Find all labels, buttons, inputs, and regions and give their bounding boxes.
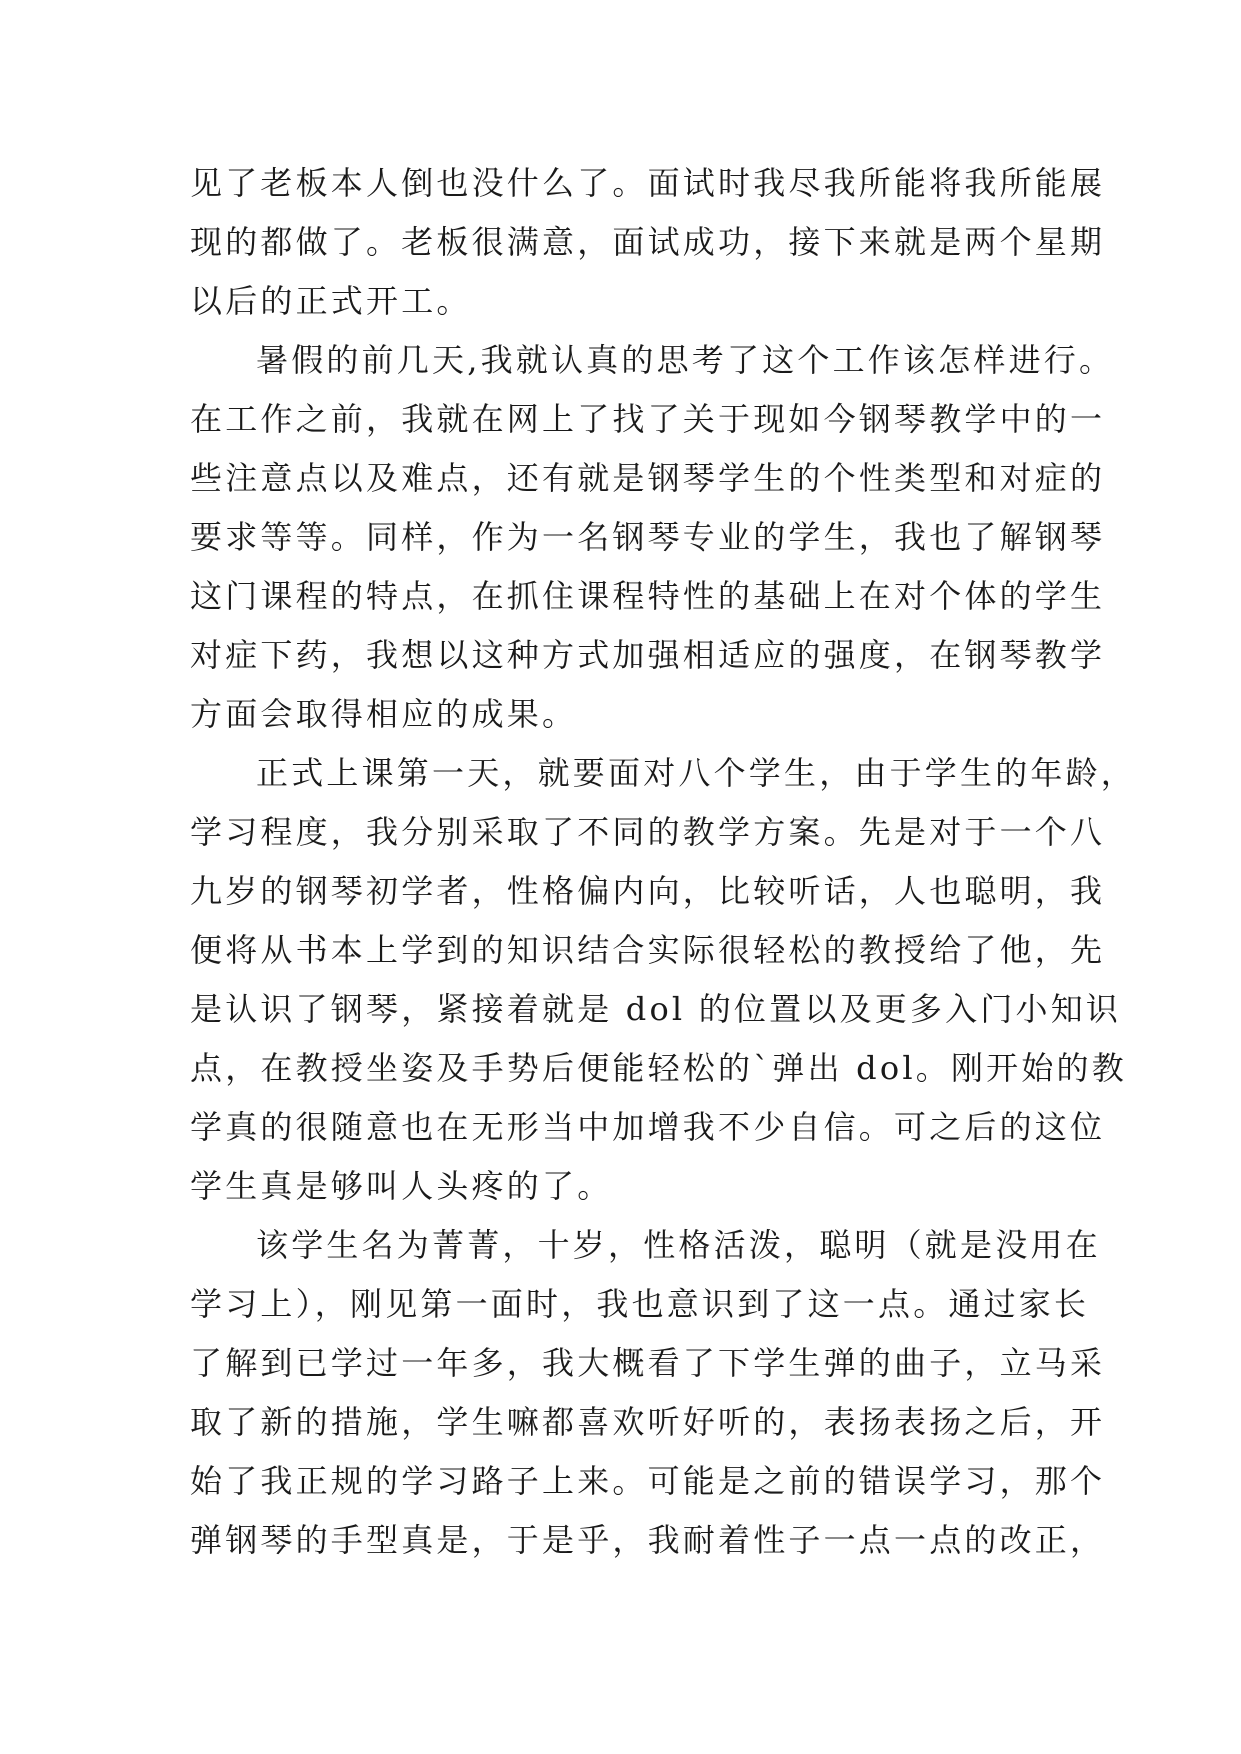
text-line: 在工作之前，我就在网上了找了关于现如今钢琴教学中的一 [190, 400, 1106, 438]
text-line: 以后的正式开工。 [190, 282, 472, 320]
text-line: 学生真是够叫人头疼的了。 [190, 1167, 613, 1205]
text-line: 九岁的钢琴初学者，性格偏内向，比较听话，人也聪明，我 [190, 872, 1106, 910]
text-line: 学真的很随意也在无形当中加增我不少自信。可之后的这位 [190, 1108, 1106, 1146]
text-line: 见了老板本人倒也没什么了。面试时我尽我所能将我所能展 [190, 164, 1106, 202]
paragraph-first-line: 该学生名为菁菁，十岁，性格活泼，聪明（就是没用在 [256, 1226, 1101, 1264]
paragraph-first-line: 暑假的前几天,我就认真的思考了这个工作该怎样进行。 [256, 341, 1115, 379]
text-line: 了解到已学过一年多，我大概看了下学生弹的曲子，立马采 [190, 1344, 1106, 1382]
text-line: 些注意点以及难点，还有就是钢琴学生的个性类型和对症的 [190, 459, 1106, 497]
text-line: 这门课程的特点，在抓住课程特性的基础上在对个体的学生 [190, 577, 1106, 615]
text-line: 方面会取得相应的成果。 [190, 695, 578, 733]
text-line: 要求等等。同样，作为一名钢琴专业的学生，我也了解钢琴 [190, 518, 1106, 556]
text-line: 取了新的措施，学生嘛都喜欢听好听的，表扬表扬之后，开 [190, 1403, 1106, 1441]
text-line: 现的都做了。老板很满意，面试成功，接下来就是两个星期 [190, 223, 1106, 261]
body-text [190, 154, 1137, 1570]
text-line: 点，在教授坐姿及手势后便能轻松的`弹出 dol。刚开始的教 [190, 1049, 1127, 1087]
text-line: 对症下药，我想以这种方式加强相适应的强度，在钢琴教学 [190, 636, 1106, 674]
text-line: 学习程度，我分别采取了不同的教学方案。先是对于一个八 [190, 813, 1106, 851]
text-line: 是认识了钢琴，紧接着就是 dol 的位置以及更多入门小知识 [190, 990, 1122, 1028]
text-line: 弹钢琴的手型真是，于是乎，我耐着性子一点一点的改正， [190, 1521, 1106, 1559]
text-line: 始了我正规的学习路子上来。可能是之前的错误学习，那个 [190, 1462, 1106, 1500]
text-line: 便将从书本上学到的知识结合实际很轻松的教授给了他，先 [190, 931, 1106, 969]
paragraph-first-line: 正式上课第一天，就要面对八个学生，由于学生的年龄， [256, 754, 1137, 792]
text-line: 学习上），刚见第一面时，我也意识到了这一点。通过家长 [190, 1285, 1090, 1323]
